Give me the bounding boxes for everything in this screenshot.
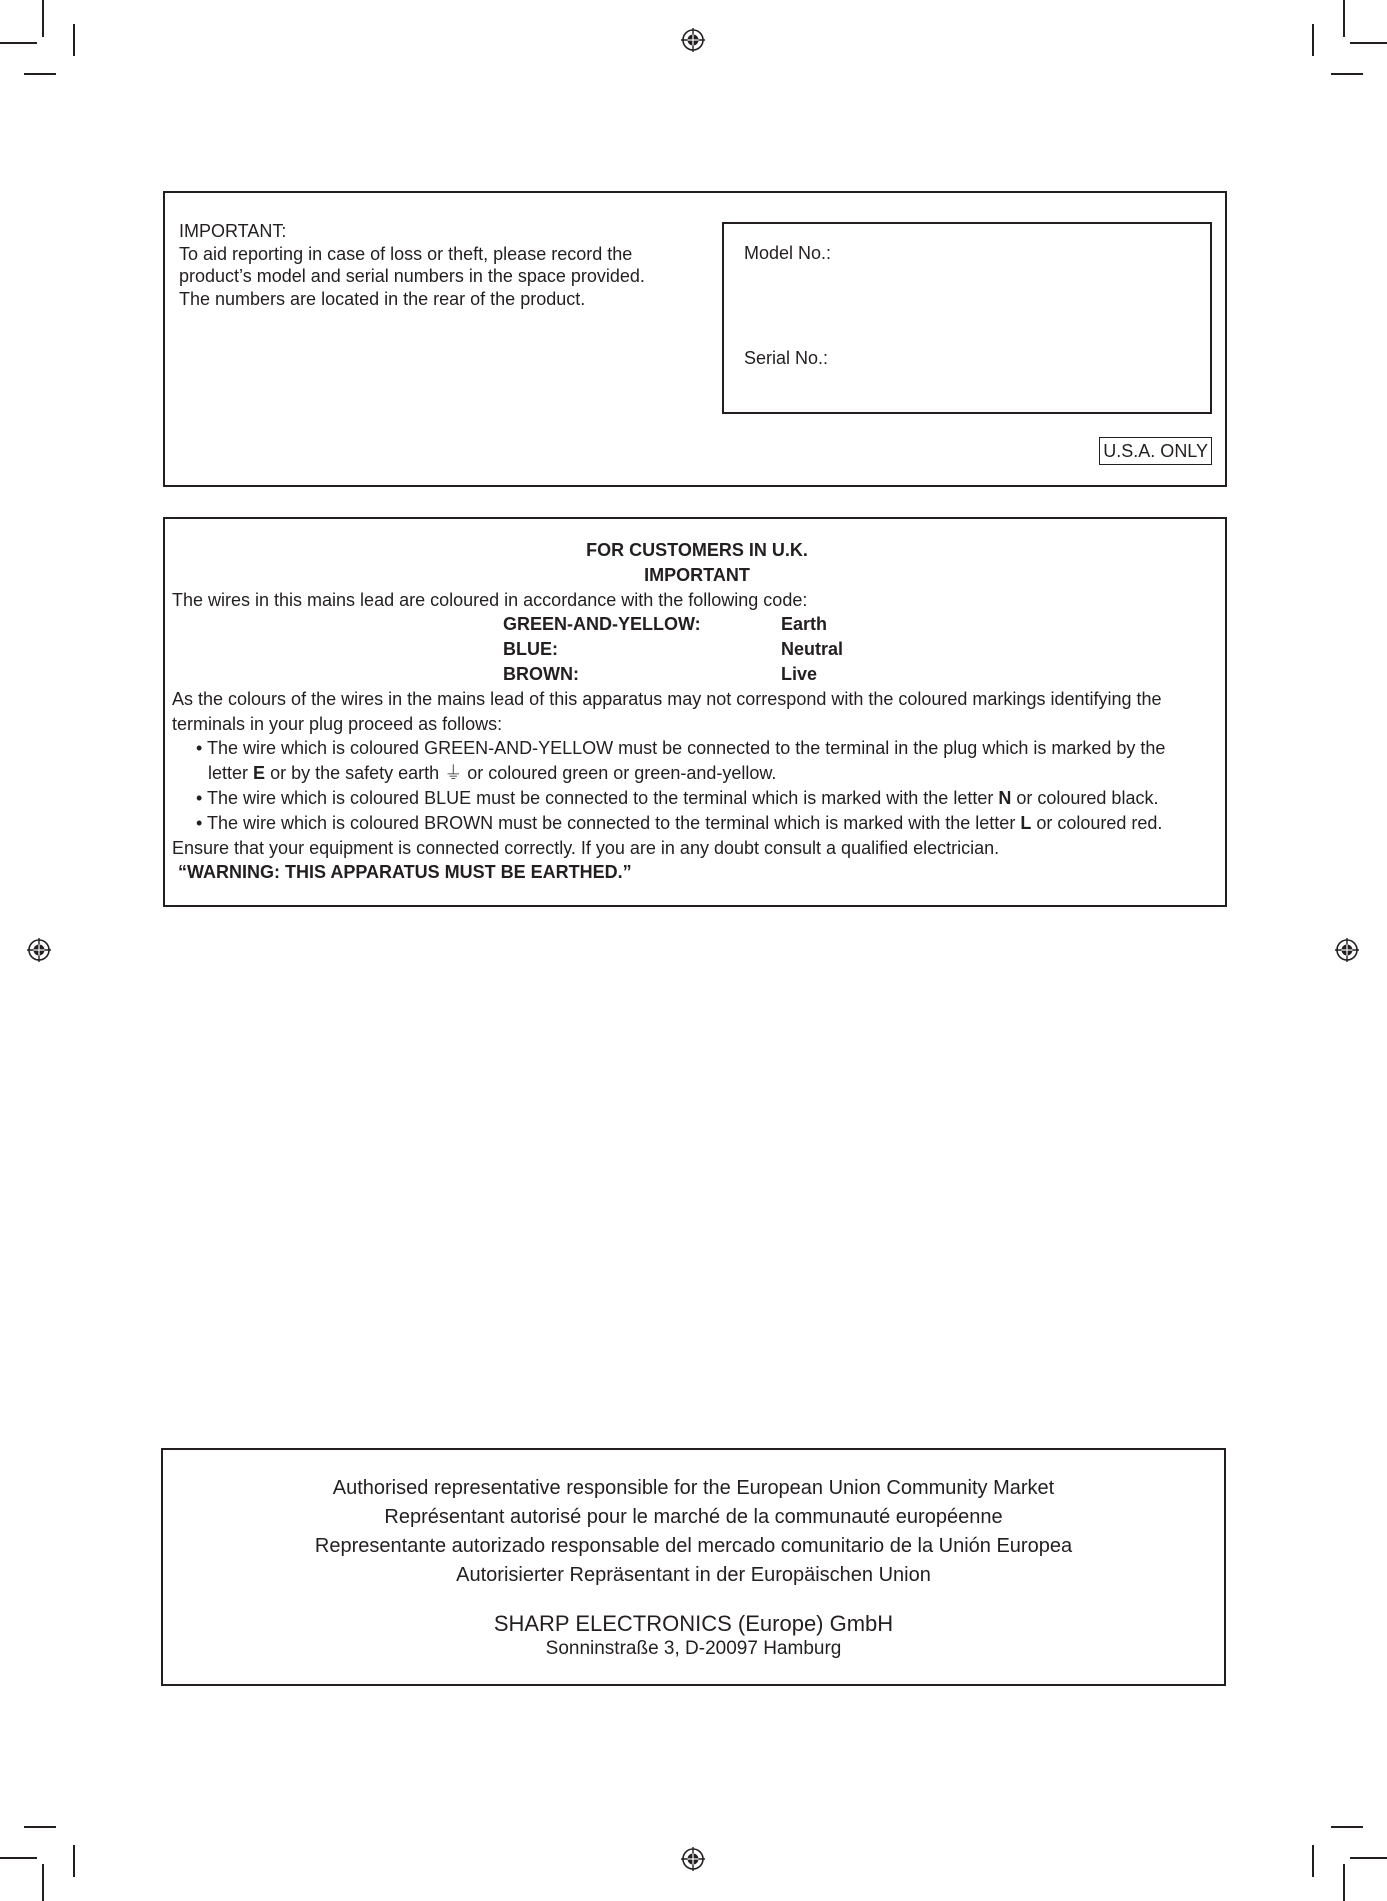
wire-colour: BROWN: (503, 663, 579, 684)
eu-line: Authorised representative responsible for the European Union Community Market (332, 1477, 1055, 1499)
eu-company-name: SHARP ELECTRONICS (Europe) GmbH (493, 1611, 894, 1636)
registration-mark-icon (681, 28, 705, 52)
crop-mark (1350, 42, 1387, 44)
crop-mark (1331, 1826, 1363, 1828)
record-numbers-box (722, 222, 1212, 414)
wire-code-row (172, 637, 1222, 662)
crop-mark (1312, 24, 1314, 56)
usa-heading: IMPORTANT: (179, 221, 287, 241)
usa-instructions (179, 220, 699, 310)
bullet-text: letter (208, 763, 249, 784)
wire-colour: GREEN-AND-YELLOW: (503, 614, 701, 635)
earth-symbol-icon: ⏚ (444, 763, 463, 784)
eu-line: Représentant autorisé pour le marché de la communauté européenne (384, 1506, 1003, 1528)
eu-representative-section (161, 1448, 1226, 1686)
uk-wiring-section (163, 517, 1227, 907)
eu-company-address: Sonninstraße 3, D-20097 Hamburg (545, 1638, 842, 1659)
crop-mark (0, 1857, 37, 1859)
registration-mark-icon (27, 938, 51, 962)
usa-line: To aid reporting in case of loss or theft, please record the (179, 243, 633, 264)
uk-paragraph-line: terminals in your plug proceed as follows: (172, 713, 503, 734)
crop-mark (42, 0, 44, 37)
wire-colour: BLUE: (503, 639, 558, 660)
terminal-letter: N (998, 787, 1012, 808)
uk-ensure-text: Ensure that your equipment is connected correctly. If you are in any doubt consult a qualified electrician. (172, 837, 1000, 858)
crop-mark (1343, 0, 1345, 37)
eu-line: Autorisierter Repräsentant in der Europäischen Union (456, 1564, 931, 1586)
uk-title: FOR CUSTOMERS IN U.K. (586, 540, 808, 560)
registration-mark-icon (681, 1847, 705, 1871)
bullet-text: or coloured green or green-and-yellow. (467, 763, 777, 784)
crop-mark (24, 73, 56, 75)
bullet-green-yellow (172, 736, 1222, 786)
wire-meaning: Neutral (781, 639, 844, 660)
usa-record-section (163, 191, 1227, 487)
terminal-letter: E (253, 763, 266, 784)
uk-paragraph-line: As the colours of the wires in the mains lead of this apparatus may not correspond with the coloured markings identifying the (172, 688, 1162, 709)
wire-meaning: Earth (781, 614, 828, 635)
terminal-letter: L (1020, 812, 1032, 833)
uk-intro: The wires in this mains lead are coloured in accordance with the following code: (172, 589, 808, 610)
crop-mark (42, 1864, 44, 1901)
bullet-text: • The wire which is coloured BLUE must be connected to the terminal which is marked with the letter (196, 787, 994, 808)
bullet-text: or coloured black. (1016, 787, 1159, 808)
crop-mark (73, 1845, 75, 1877)
wire-code-row (172, 612, 1222, 637)
bullet-text: • The wire which is coloured GREEN-AND-YELLOW must be connected to the terminal in the plug which is marked by the (196, 738, 1166, 759)
usa-only-badge: U.S.A. ONLY (1099, 437, 1212, 465)
bullet-text: or by the safety earth (270, 763, 440, 784)
wire-code-row (172, 662, 1222, 687)
eu-line: Representante autorizado responsable del mercado comunitario de la Unión Europea (314, 1535, 1073, 1557)
registration-mark-icon (1335, 938, 1359, 962)
bullet-text: • The wire which is coloured BROWN must be connected to the terminal which is marked with the letter (196, 812, 1016, 833)
wire-meaning: Live (781, 663, 818, 684)
crop-mark (0, 42, 37, 44)
crop-mark (73, 24, 75, 56)
crop-mark (24, 1826, 56, 1828)
bullet-brown (172, 811, 1222, 836)
bullet-blue (172, 786, 1222, 811)
crop-mark (1331, 73, 1363, 75)
crop-mark (1312, 1845, 1314, 1877)
uk-subtitle: IMPORTANT (644, 564, 750, 585)
earth-warning: “WARNING: THIS APPARATUS MUST BE EARTHED.” (178, 862, 632, 883)
serial-number-label: Serial No.: (744, 348, 829, 368)
bullet-text: or coloured red. (1036, 812, 1163, 833)
model-number-label: Model No.: (744, 243, 832, 263)
crop-mark (1343, 1864, 1345, 1901)
usa-line: product’s model and serial numbers in the space provided. (179, 266, 645, 286)
usa-line: The numbers are located in the rear of the product. (179, 288, 586, 309)
crop-mark (1350, 1857, 1387, 1859)
